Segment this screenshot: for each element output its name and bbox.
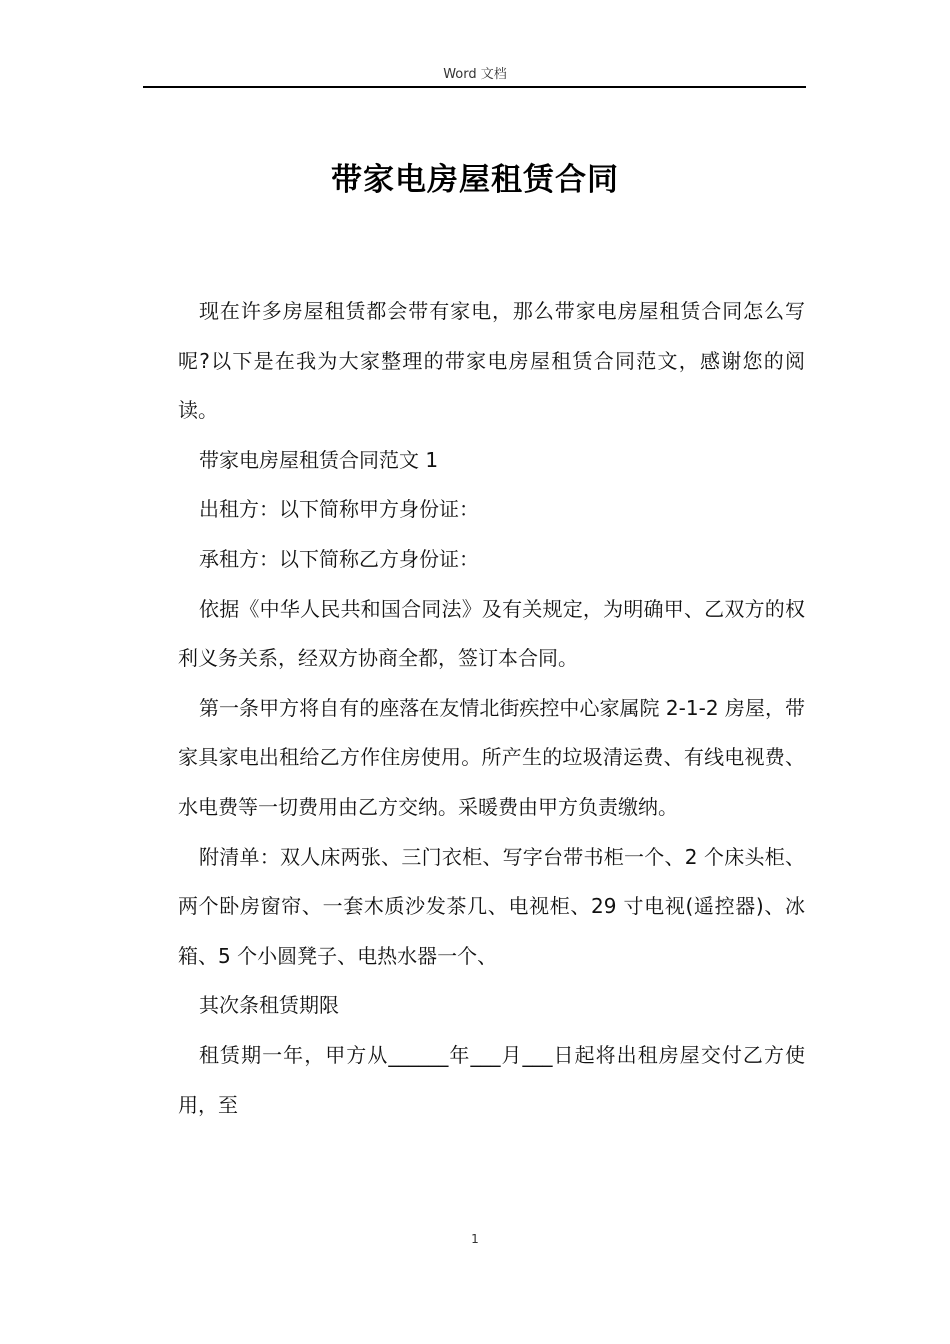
paragraph-inventory: 附清单：双人床两张、三门衣柜、写字台带书柜一个、2 个床头柜、两个卧房窗帘、一套木质沙发茶几、电视柜、29 寸电视(遥控器)、冰箱、5 个小圆凳子、电热水器一个、 <box>178 844 805 968</box>
paragraph-article-1: 第一条甲方将自有的座落在友情北街疾控中心家属院 2-1-2 房屋，带家具家电出租给乙方作住房使用。所产生的垃圾清运费、有线电视费、水电费等一切费用由乙方交纳。采暖费由甲方负责缴纳。 <box>178 695 805 819</box>
document-body <box>178 287 805 1130</box>
header-divider <box>143 86 806 88</box>
paragraph-lessee: 承租方：以下简称乙方身份证： <box>199 546 479 571</box>
document-title: 带家电房屋租赁合同 <box>331 162 619 198</box>
paragraph-lease-term: 租赁期一年，甲方从______年___月___日起将出租房屋交付乙方使用，至 <box>178 1042 805 1117</box>
paragraph-lessor: 出租方：以下简称甲方身份证： <box>199 497 479 522</box>
page-number: 1 <box>471 1232 479 1246</box>
page-header-label: Word 文档 <box>443 67 507 82</box>
paragraph-intro: 现在许多房屋租赁都会带有家电，那么带家电房屋租赁合同怎么写呢?以下是在我为大家整理的带家电房屋租赁合同范文，感谢您的阅读。 <box>178 299 805 423</box>
paragraph-legal-basis: 依据《中华人民共和国合同法》及有关规定，为明确甲、乙双方的权利义务关系，经双方协商全都，签订本合同。 <box>178 596 805 671</box>
paragraph-article-2-heading: 其次条租赁期限 <box>199 993 339 1018</box>
paragraph-sample-heading: 带家电房屋租赁合同范文 1 <box>199 447 439 472</box>
